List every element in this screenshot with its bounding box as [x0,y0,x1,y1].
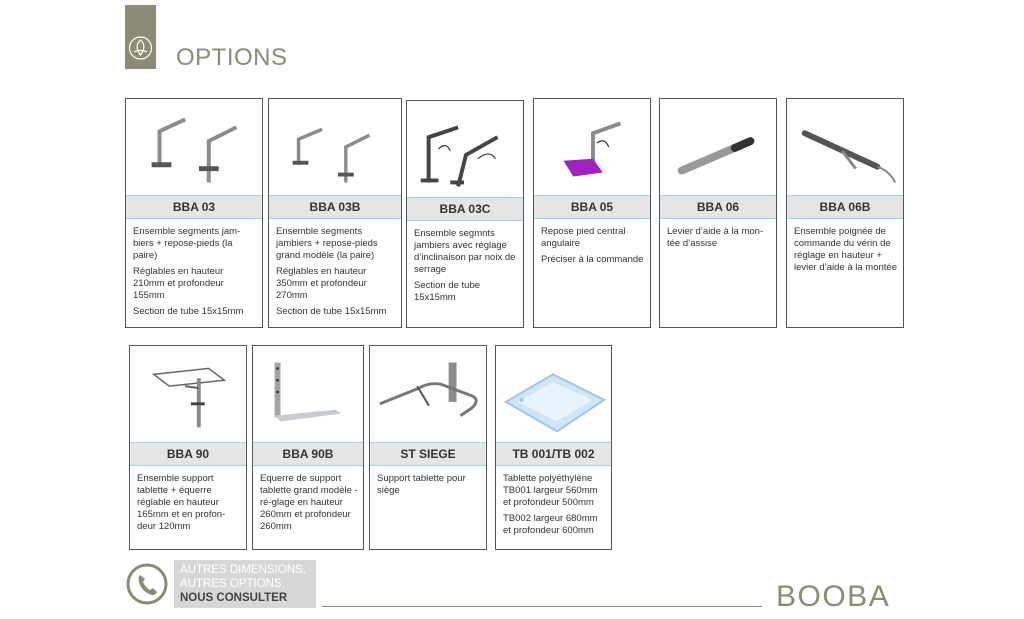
product-card-bba05 [533,98,651,328]
product-code: BBA 03 [126,195,262,219]
product-image-tb001-tb002 [496,346,611,442]
product-description: Ensemble segments jam-biers + repose-pieds (la paire) Réglables en hauteur 210mm et profondeur 155mm Section de tube 15x15mm [133,226,244,317]
product-card-bba03c [406,100,524,328]
phone-icon [126,563,168,605]
brand-logo [125,5,156,69]
product-image-st-siege [370,346,486,442]
contact-line-2: AUTRES OPTIONS, [180,578,285,590]
product-code: BBA 90B [253,442,363,466]
product-code: BBA 03C [407,197,523,221]
product-image-bba06 [660,99,776,195]
product-image-bba03c [407,101,523,197]
product-image-bba06b [787,99,903,195]
brand-name: BOOBA [776,580,891,613]
contact-line-1: AUTRES DIMENSIONS, [180,564,306,576]
product-card-bba90 [129,345,247,550]
product-code: BBA 06B [787,195,903,219]
contact-banner [174,560,316,608]
product-description: Ensemble segmnts jambiers avec réglage d’inclinaison par noix de serrage Section de tube 15x15mm [414,228,516,303]
product-description: Equerre de support tablette grand modèle -ré-glage en hauteur 260mm et profondeur 260mm [260,473,358,532]
product-description: Levier d’aide à la mon-tée d’assise [667,226,764,249]
product-image-bba90 [130,346,246,442]
product-card-bba03b [268,98,402,328]
product-code: BBA 03B [269,195,401,219]
page-title: OPTIONS [176,44,288,71]
footer-divider [322,606,762,607]
product-card-bba06 [659,98,777,328]
product-description: Repose pied central angulaire Préciser à la commande [541,226,644,265]
product-description: Ensemble poignée de commande du vérin de réglage en hauteur + levier d’aide à la montée [794,226,897,273]
product-code: BBA 90 [130,442,246,466]
product-code: BBA 05 [534,195,650,219]
contact-line-3: NOUS CONSULTER [180,592,288,604]
product-image-bba90b [253,346,363,442]
product-description: Tablette polyéthylène TB001 largeur 560mm et profondeur 500mm TB002 largeur 680mm et profondeur 600mm [503,473,598,536]
product-image-bba03b [269,99,401,195]
product-card-bba90b [252,345,364,550]
logo-emblem-icon [128,35,153,61]
product-card-bba03 [125,98,263,328]
product-description: Support tablette pour siège [377,473,466,496]
product-code: ST SIEGE [370,442,486,466]
product-image-bba05 [534,99,650,195]
product-card-tb001-tb002 [495,345,612,550]
product-code: BBA 06 [660,195,776,219]
product-image-bba03 [126,99,262,195]
product-card-bba06b [786,98,904,328]
product-description: Ensemble support tablette + équerre réglable en hauteur 165mm et en profon-deur 120mm [137,473,226,532]
product-card-st-siege [369,345,487,550]
product-description: Ensemble segments jambiers + repose-pieds grand modèle (la paire) Réglables en hauteur 350mm et profondeur 270mm Section de tube 15x15mm [276,226,387,317]
product-code: TB 001/TB 002 [496,442,611,466]
